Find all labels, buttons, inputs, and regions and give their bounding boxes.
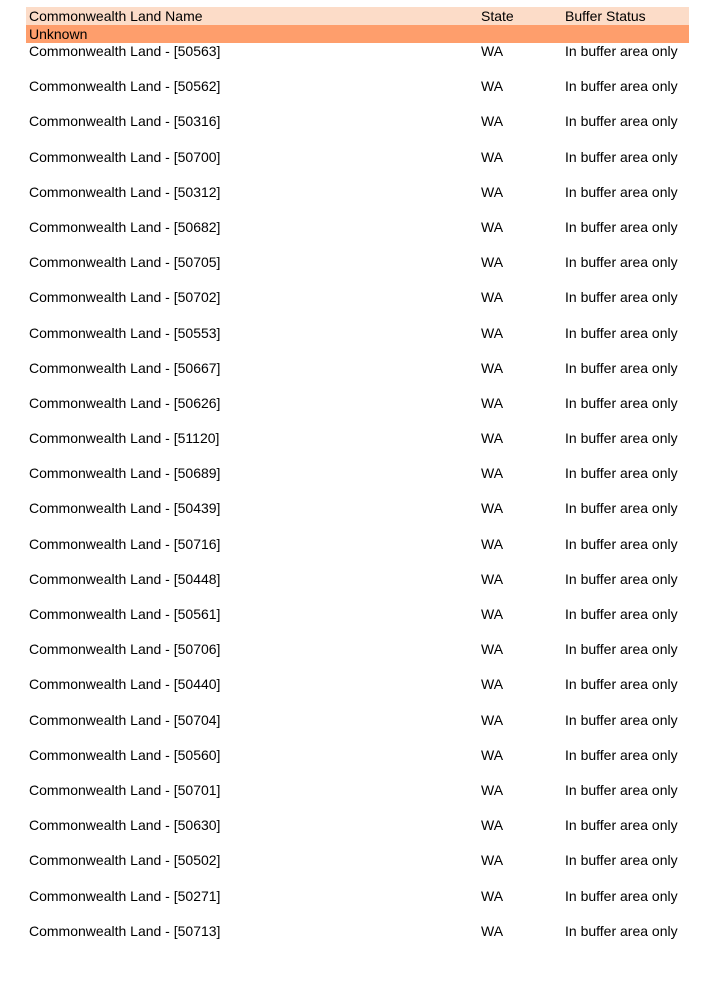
table-row	[26, 747, 689, 782]
cell-land-name: Commonwealth Land - [50440]	[29, 676, 221, 693]
cell-state: WA	[481, 676, 504, 693]
cell-buffer-status: In buffer area only	[565, 711, 678, 728]
cell-state: WA	[481, 289, 504, 306]
table-row	[26, 113, 689, 148]
cell-land-name: Commonwealth Land - [50705]	[29, 254, 221, 271]
table-row	[26, 395, 689, 430]
cell-state: WA	[481, 324, 504, 341]
cell-buffer-status: In buffer area only	[565, 43, 678, 59]
cell-land-name: Commonwealth Land - [50702]	[29, 289, 221, 306]
cell-buffer-status: In buffer area only	[565, 606, 678, 622]
cell-state: WA	[481, 78, 504, 95]
cell-state: WA	[481, 43, 504, 59]
table-row	[26, 712, 689, 747]
cell-state: WA	[481, 887, 504, 904]
cell-land-name: Commonwealth Land - [50706]	[29, 641, 221, 658]
table-header-row	[26, 7, 689, 25]
cell-state: WA	[481, 606, 504, 622]
cell-buffer-status: In buffer area only	[565, 781, 678, 798]
cell-state: WA	[481, 183, 504, 200]
table-row	[26, 536, 689, 571]
commonwealth-land-table	[26, 7, 689, 958]
cell-buffer-status: In buffer area only	[565, 500, 678, 517]
table-row	[26, 325, 689, 360]
cell-state: WA	[481, 746, 504, 763]
cell-state: WA	[481, 218, 504, 235]
table-row	[26, 219, 689, 254]
cell-state: WA	[481, 781, 504, 798]
cell-land-name: Commonwealth Land - [50312]	[29, 183, 221, 200]
cell-land-name: Commonwealth Land - [50689]	[29, 465, 221, 482]
cell-buffer-status: In buffer area only	[565, 218, 678, 235]
cell-buffer-status: In buffer area only	[565, 113, 678, 130]
table-row	[26, 360, 689, 395]
cell-buffer-status: In buffer area only	[565, 922, 678, 939]
cell-land-name: Commonwealth Land - [50560]	[29, 746, 221, 763]
cell-land-name: Commonwealth Land - [50561]	[29, 606, 221, 622]
table-row	[26, 430, 689, 465]
cell-land-name: Commonwealth Land - [50563]	[29, 43, 221, 59]
cell-buffer-status: In buffer area only	[565, 183, 678, 200]
cell-buffer-status: In buffer area only	[565, 148, 678, 165]
cell-buffer-status: In buffer area only	[565, 817, 678, 834]
cell-land-name: Commonwealth Land - [50630]	[29, 817, 221, 834]
table-row	[26, 782, 689, 817]
cell-land-name: Commonwealth Land - [51120]	[29, 430, 220, 447]
cell-state: WA	[481, 570, 504, 587]
cell-land-name: Commonwealth Land - [50448]	[29, 570, 221, 587]
cell-buffer-status: In buffer area only	[565, 78, 678, 95]
table-body	[26, 43, 689, 958]
cell-state: WA	[481, 817, 504, 834]
cell-state: WA	[481, 359, 504, 376]
cell-buffer-status: In buffer area only	[565, 852, 678, 869]
cell-state: WA	[481, 394, 504, 411]
cell-land-name: Commonwealth Land - [50439]	[29, 500, 221, 517]
cell-land-name: Commonwealth Land - [50271]	[29, 887, 221, 904]
table-row	[26, 43, 689, 78]
table-row	[26, 184, 689, 219]
cell-buffer-status: In buffer area only	[565, 254, 678, 271]
table-row	[26, 606, 689, 641]
cell-state: WA	[481, 852, 504, 869]
cell-state: WA	[481, 254, 504, 271]
table-row	[26, 465, 689, 500]
cell-land-name: Commonwealth Land - [50667]	[29, 359, 221, 376]
cell-state: WA	[481, 535, 504, 552]
table-row	[26, 500, 689, 535]
table-row	[26, 641, 689, 676]
cell-land-name: Commonwealth Land - [50502]	[29, 852, 221, 869]
cell-buffer-status: In buffer area only	[565, 359, 678, 376]
cell-state: WA	[481, 500, 504, 517]
table-row	[26, 676, 689, 711]
cell-buffer-status: In buffer area only	[565, 641, 678, 658]
cell-buffer-status: In buffer area only	[565, 535, 678, 552]
cell-land-name: Commonwealth Land - [50682]	[29, 218, 221, 235]
cell-state: WA	[481, 465, 504, 482]
table-row	[26, 254, 689, 289]
cell-buffer-status: In buffer area only	[565, 465, 678, 482]
cell-state: WA	[481, 922, 504, 939]
cell-state: WA	[481, 711, 504, 728]
cell-land-name: Commonwealth Land - [50316]	[29, 113, 221, 130]
cell-buffer-status: In buffer area only	[565, 676, 678, 693]
cell-buffer-status: In buffer area only	[565, 887, 678, 904]
cell-buffer-status: In buffer area only	[565, 746, 678, 763]
table-row	[26, 923, 689, 958]
header-state: State	[481, 8, 514, 24]
group-row-unknown: Unknown	[26, 25, 689, 43]
table-row	[26, 289, 689, 324]
cell-state: WA	[481, 148, 504, 165]
cell-land-name: Commonwealth Land - [50704]	[29, 711, 221, 728]
cell-land-name: Commonwealth Land - [50701]	[29, 781, 221, 798]
table-row	[26, 149, 689, 184]
header-buffer-status: Buffer Status	[565, 8, 646, 24]
cell-land-name: Commonwealth Land - [50700]	[29, 148, 221, 165]
cell-buffer-status: In buffer area only	[565, 289, 678, 306]
cell-land-name: Commonwealth Land - [50553]	[29, 324, 221, 341]
table-row	[26, 78, 689, 113]
cell-state: WA	[481, 113, 504, 130]
table-row	[26, 852, 689, 887]
table-row	[26, 888, 689, 923]
cell-buffer-status: In buffer area only	[565, 570, 678, 587]
table-row	[26, 571, 689, 606]
cell-land-name: Commonwealth Land - [50716]	[29, 535, 221, 552]
cell-state: WA	[481, 430, 504, 447]
header-land-name: Commonwealth Land Name	[29, 8, 203, 24]
cell-land-name: Commonwealth Land - [50562]	[29, 78, 221, 95]
table-row	[26, 817, 689, 852]
cell-buffer-status: In buffer area only	[565, 394, 678, 411]
cell-land-name: Commonwealth Land - [50626]	[29, 394, 221, 411]
cell-buffer-status: In buffer area only	[565, 430, 678, 447]
cell-buffer-status: In buffer area only	[565, 324, 678, 341]
cell-state: WA	[481, 641, 504, 658]
cell-land-name: Commonwealth Land - [50713]	[29, 922, 221, 939]
